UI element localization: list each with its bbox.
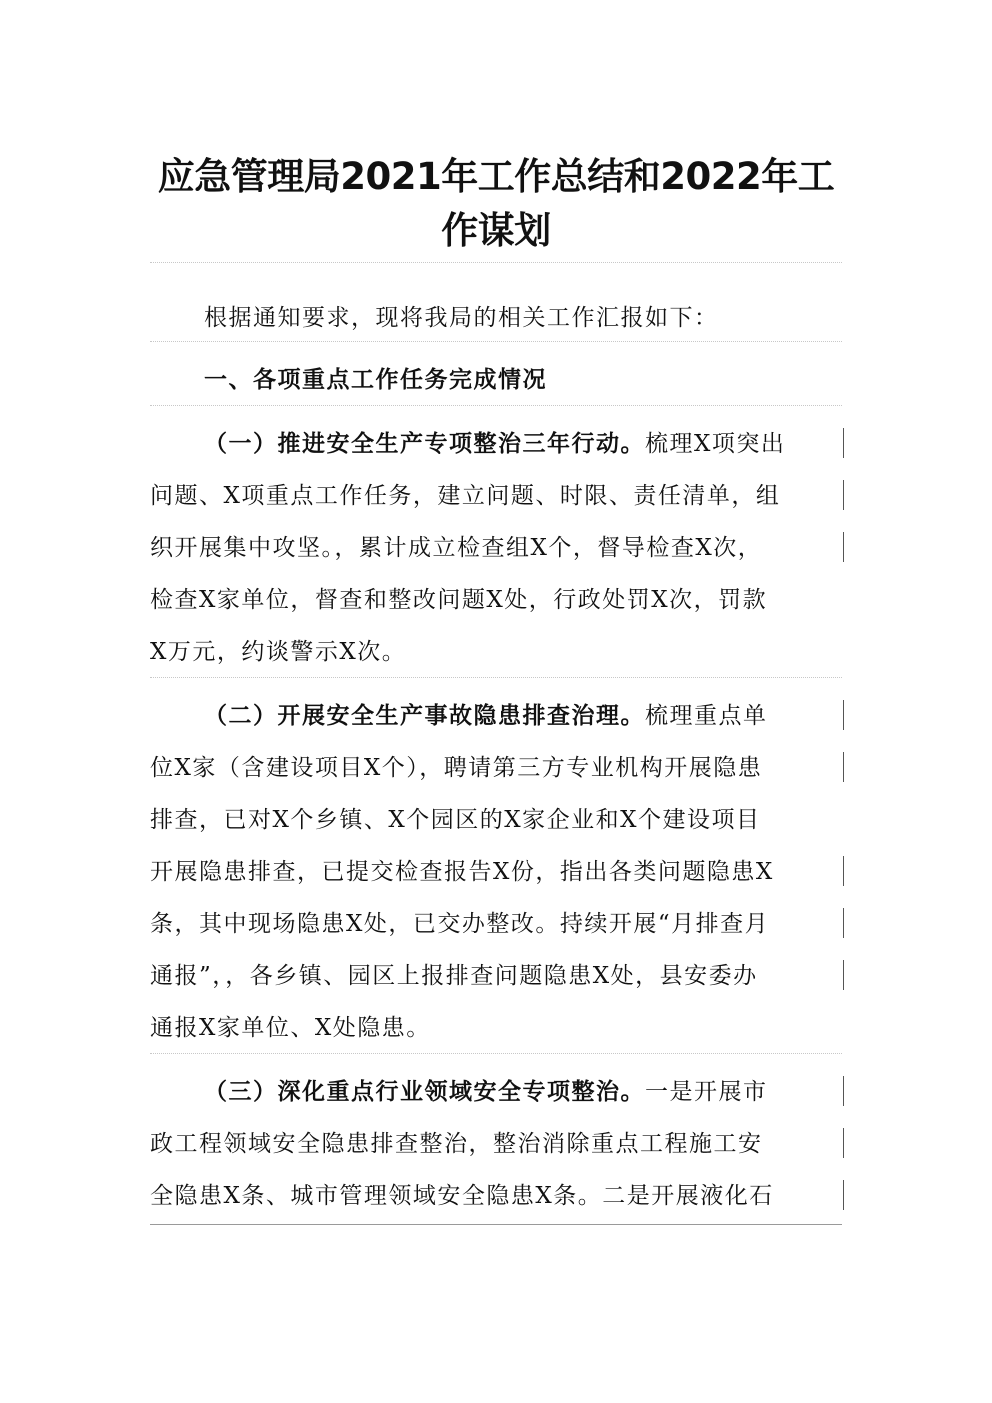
section-2-line: 通报”，，各乡镇、园区上报排查问题隐患X处，县安委办 (150, 963, 758, 989)
margin-mark (843, 856, 844, 886)
separator (150, 677, 842, 678)
margin-mark (843, 480, 844, 510)
section-3-paragraph (150, 1066, 842, 1222)
heading-1-text: 一、各项重点工作任务完成情况 (204, 367, 547, 393)
document-title (150, 150, 842, 258)
section-3-lead: （三）深化重点行业领域安全专项整治。 (204, 1079, 645, 1105)
section-2-line: 通报X家单位、X处隐患。 (150, 1015, 431, 1041)
section-1-line: 检查X家单位，督查和整改问题X处，行政处罚X次，罚款 (150, 587, 768, 613)
section-3-line: 全隐患X条、城市管理领域安全隐患X条。二是开展液化石 (150, 1183, 774, 1209)
section-2-line: 排查，已对X个乡镇、X个园区的X家企业和X个建设项目 (150, 807, 761, 833)
section-1-paragraph (150, 418, 842, 678)
section-2-line: 梳理重点单 (645, 703, 768, 729)
bottom-rule (150, 1224, 842, 1225)
separator (150, 405, 842, 406)
section-1-line: 问题、X项重点工作任务，建立问题、时限、责任清单，组 (150, 483, 781, 509)
intro-paragraph (150, 292, 842, 344)
margin-mark (843, 428, 844, 458)
margin-mark (843, 1128, 844, 1158)
separator (150, 262, 842, 263)
margin-mark (843, 1180, 844, 1210)
margin-mark (843, 908, 844, 938)
section-1-line: 织开展集中攻坚。，累计成立检查组X个，督导检查X次， (150, 535, 763, 561)
margin-mark (843, 1076, 844, 1106)
section-3-line: 一是开展市 (645, 1079, 768, 1105)
section-2-line: 条，其中现场隐患X处，已交办整改。持续开展“月排查月 (150, 911, 770, 937)
section-2-paragraph (150, 690, 842, 1054)
title-line-2: 作谋划 (441, 209, 551, 252)
margin-mark (843, 700, 844, 730)
margin-mark (843, 752, 844, 782)
section-1-lead: （一）推进安全生产专项整治三年行动。 (204, 431, 645, 457)
section-2-line: 开展隐患排查，已提交检查报告X份，指出各类问题隐患X (150, 859, 774, 885)
separator (150, 341, 842, 342)
heading-1 (150, 354, 842, 406)
section-1-line: X万元，约谈警示X次。 (150, 639, 407, 665)
section-2-line: 位X家（含建设项目X个），聘请第三方专业机构开展隐患 (150, 755, 763, 781)
intro-text: 根据通知要求，现将我局的相关工作汇报如下： (204, 305, 719, 331)
section-1-line: 梳理X项突出 (645, 431, 786, 457)
margin-mark (843, 960, 844, 990)
margin-mark (843, 532, 844, 562)
title-line-1: 应急管理局2021年工作总结和2022年工 (157, 155, 835, 198)
separator (150, 1053, 842, 1054)
section-3-line: 政工程领域安全隐患排查整治，整治消除重点工程施工安 (150, 1131, 763, 1157)
section-2-lead: （二）开展安全生产事故隐患排查治理。 (204, 703, 645, 729)
